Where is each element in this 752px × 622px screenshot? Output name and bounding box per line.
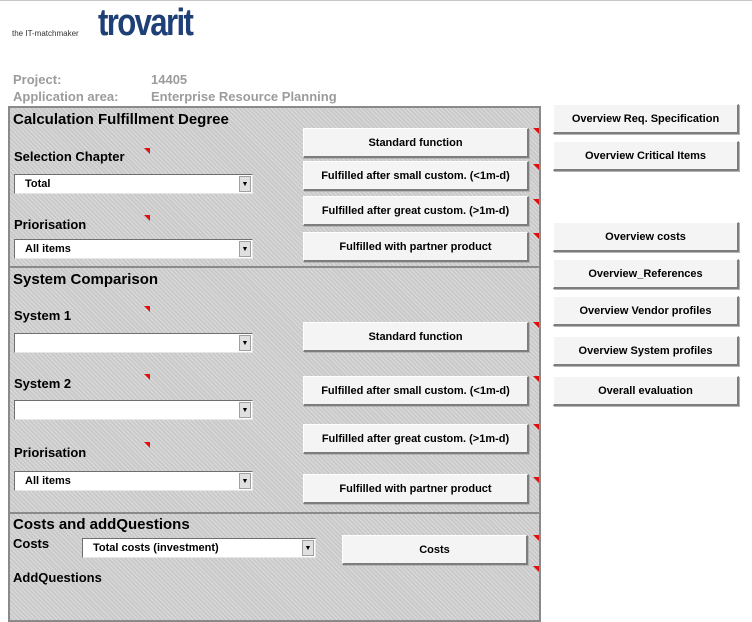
comparison-small-custom-button[interactable]: Fulfilled after small custom. (<1m-d)	[303, 376, 529, 406]
overview-req-specification-button[interactable]: Overview Req. Specification	[553, 104, 739, 134]
comment-indicator	[533, 424, 539, 430]
logo-brand: trovarit	[98, 2, 193, 44]
comment-indicator	[144, 306, 150, 312]
comment-indicator	[533, 477, 539, 483]
comment-indicator	[144, 442, 150, 448]
selection-chapter-dropdown[interactable]	[14, 174, 253, 194]
priorisation-value: All items	[25, 243, 71, 255]
fulfillment-section-title: Calculation Fulfillment Degree	[13, 111, 229, 128]
system1-dropdown[interactable]	[14, 333, 253, 353]
system2-label: System 2	[14, 376, 72, 391]
costs-value: Total costs (investment)	[93, 542, 219, 554]
comment-indicator	[533, 566, 539, 572]
priorisation-dropdown[interactable]	[14, 239, 253, 259]
comparison-section-title: System Comparison	[13, 271, 159, 288]
application-area-label: Application area:	[13, 89, 119, 104]
system1-label: System 1	[14, 308, 72, 323]
costs-section-title: Costs and addQuestions	[13, 516, 190, 533]
comment-indicator	[533, 164, 539, 170]
chevron-down-icon[interactable]: ▼	[302, 540, 314, 556]
application-area-value: Enterprise Resource Planning	[151, 89, 337, 104]
costs-dropdown[interactable]	[82, 538, 316, 558]
logo-tagline: the IT-matchmaker	[12, 29, 79, 38]
fulfillment-great-custom-button[interactable]: Fulfilled after great custom. (>1m-d)	[303, 196, 529, 226]
comparison-standard-function-button[interactable]: Standard function	[303, 322, 529, 352]
comparison-priorisation-value: All items	[25, 475, 71, 487]
selection-chapter-value: Total	[25, 178, 51, 190]
overview-costs-button[interactable]: Overview costs	[553, 222, 739, 252]
comparison-great-custom-button[interactable]: Fulfilled after great custom. (>1m-d)	[303, 424, 529, 454]
chevron-down-icon[interactable]: ▼	[239, 402, 251, 418]
comment-indicator	[533, 199, 539, 205]
priorisation-label: Priorisation	[14, 217, 87, 232]
fulfillment-partner-product-button[interactable]: Fulfilled with partner product	[303, 232, 529, 262]
comment-indicator	[533, 535, 539, 541]
addquestions-label: AddQuestions	[13, 570, 102, 585]
comment-indicator	[533, 376, 539, 382]
top-divider	[0, 0, 752, 1]
comment-indicator	[533, 322, 539, 328]
evaluation-panel	[8, 106, 541, 622]
overall-evaluation-button[interactable]: Overall evaluation	[553, 376, 739, 406]
overview-system-profiles-button[interactable]: Overview System profiles	[553, 336, 739, 366]
comparison-priorisation-dropdown[interactable]	[14, 471, 253, 491]
comparison-partner-product-button[interactable]: Fulfilled with partner product	[303, 474, 529, 504]
project-label: Project:	[13, 72, 62, 87]
section-divider	[10, 512, 539, 514]
fulfillment-small-custom-button[interactable]: Fulfilled after small custom. (<1m-d)	[303, 161, 529, 191]
chevron-down-icon[interactable]: ▼	[239, 241, 251, 257]
overview-vendor-profiles-button[interactable]: Overview Vendor profiles	[553, 296, 739, 326]
comment-indicator	[533, 128, 539, 134]
comment-indicator	[144, 215, 150, 221]
comment-indicator	[144, 374, 150, 380]
chevron-down-icon[interactable]: ▼	[239, 176, 251, 192]
chevron-down-icon[interactable]: ▼	[239, 473, 251, 489]
costs-button[interactable]: Costs	[342, 535, 528, 565]
section-divider	[10, 266, 539, 268]
comparison-priorisation-label: Priorisation	[14, 445, 87, 460]
project-value: 14405	[151, 72, 188, 87]
chevron-down-icon[interactable]: ▼	[239, 335, 251, 351]
comment-indicator	[144, 148, 150, 154]
overview-references-button[interactable]: Overview_References	[553, 259, 739, 289]
overview-critical-items-button[interactable]: Overview Critical Items	[553, 141, 739, 171]
comment-indicator	[533, 233, 539, 239]
system2-dropdown[interactable]	[14, 400, 253, 420]
fulfillment-standard-function-button[interactable]: Standard function	[303, 128, 529, 158]
selection-chapter-label: Selection Chapter	[14, 149, 125, 164]
costs-label: Costs	[13, 536, 50, 551]
